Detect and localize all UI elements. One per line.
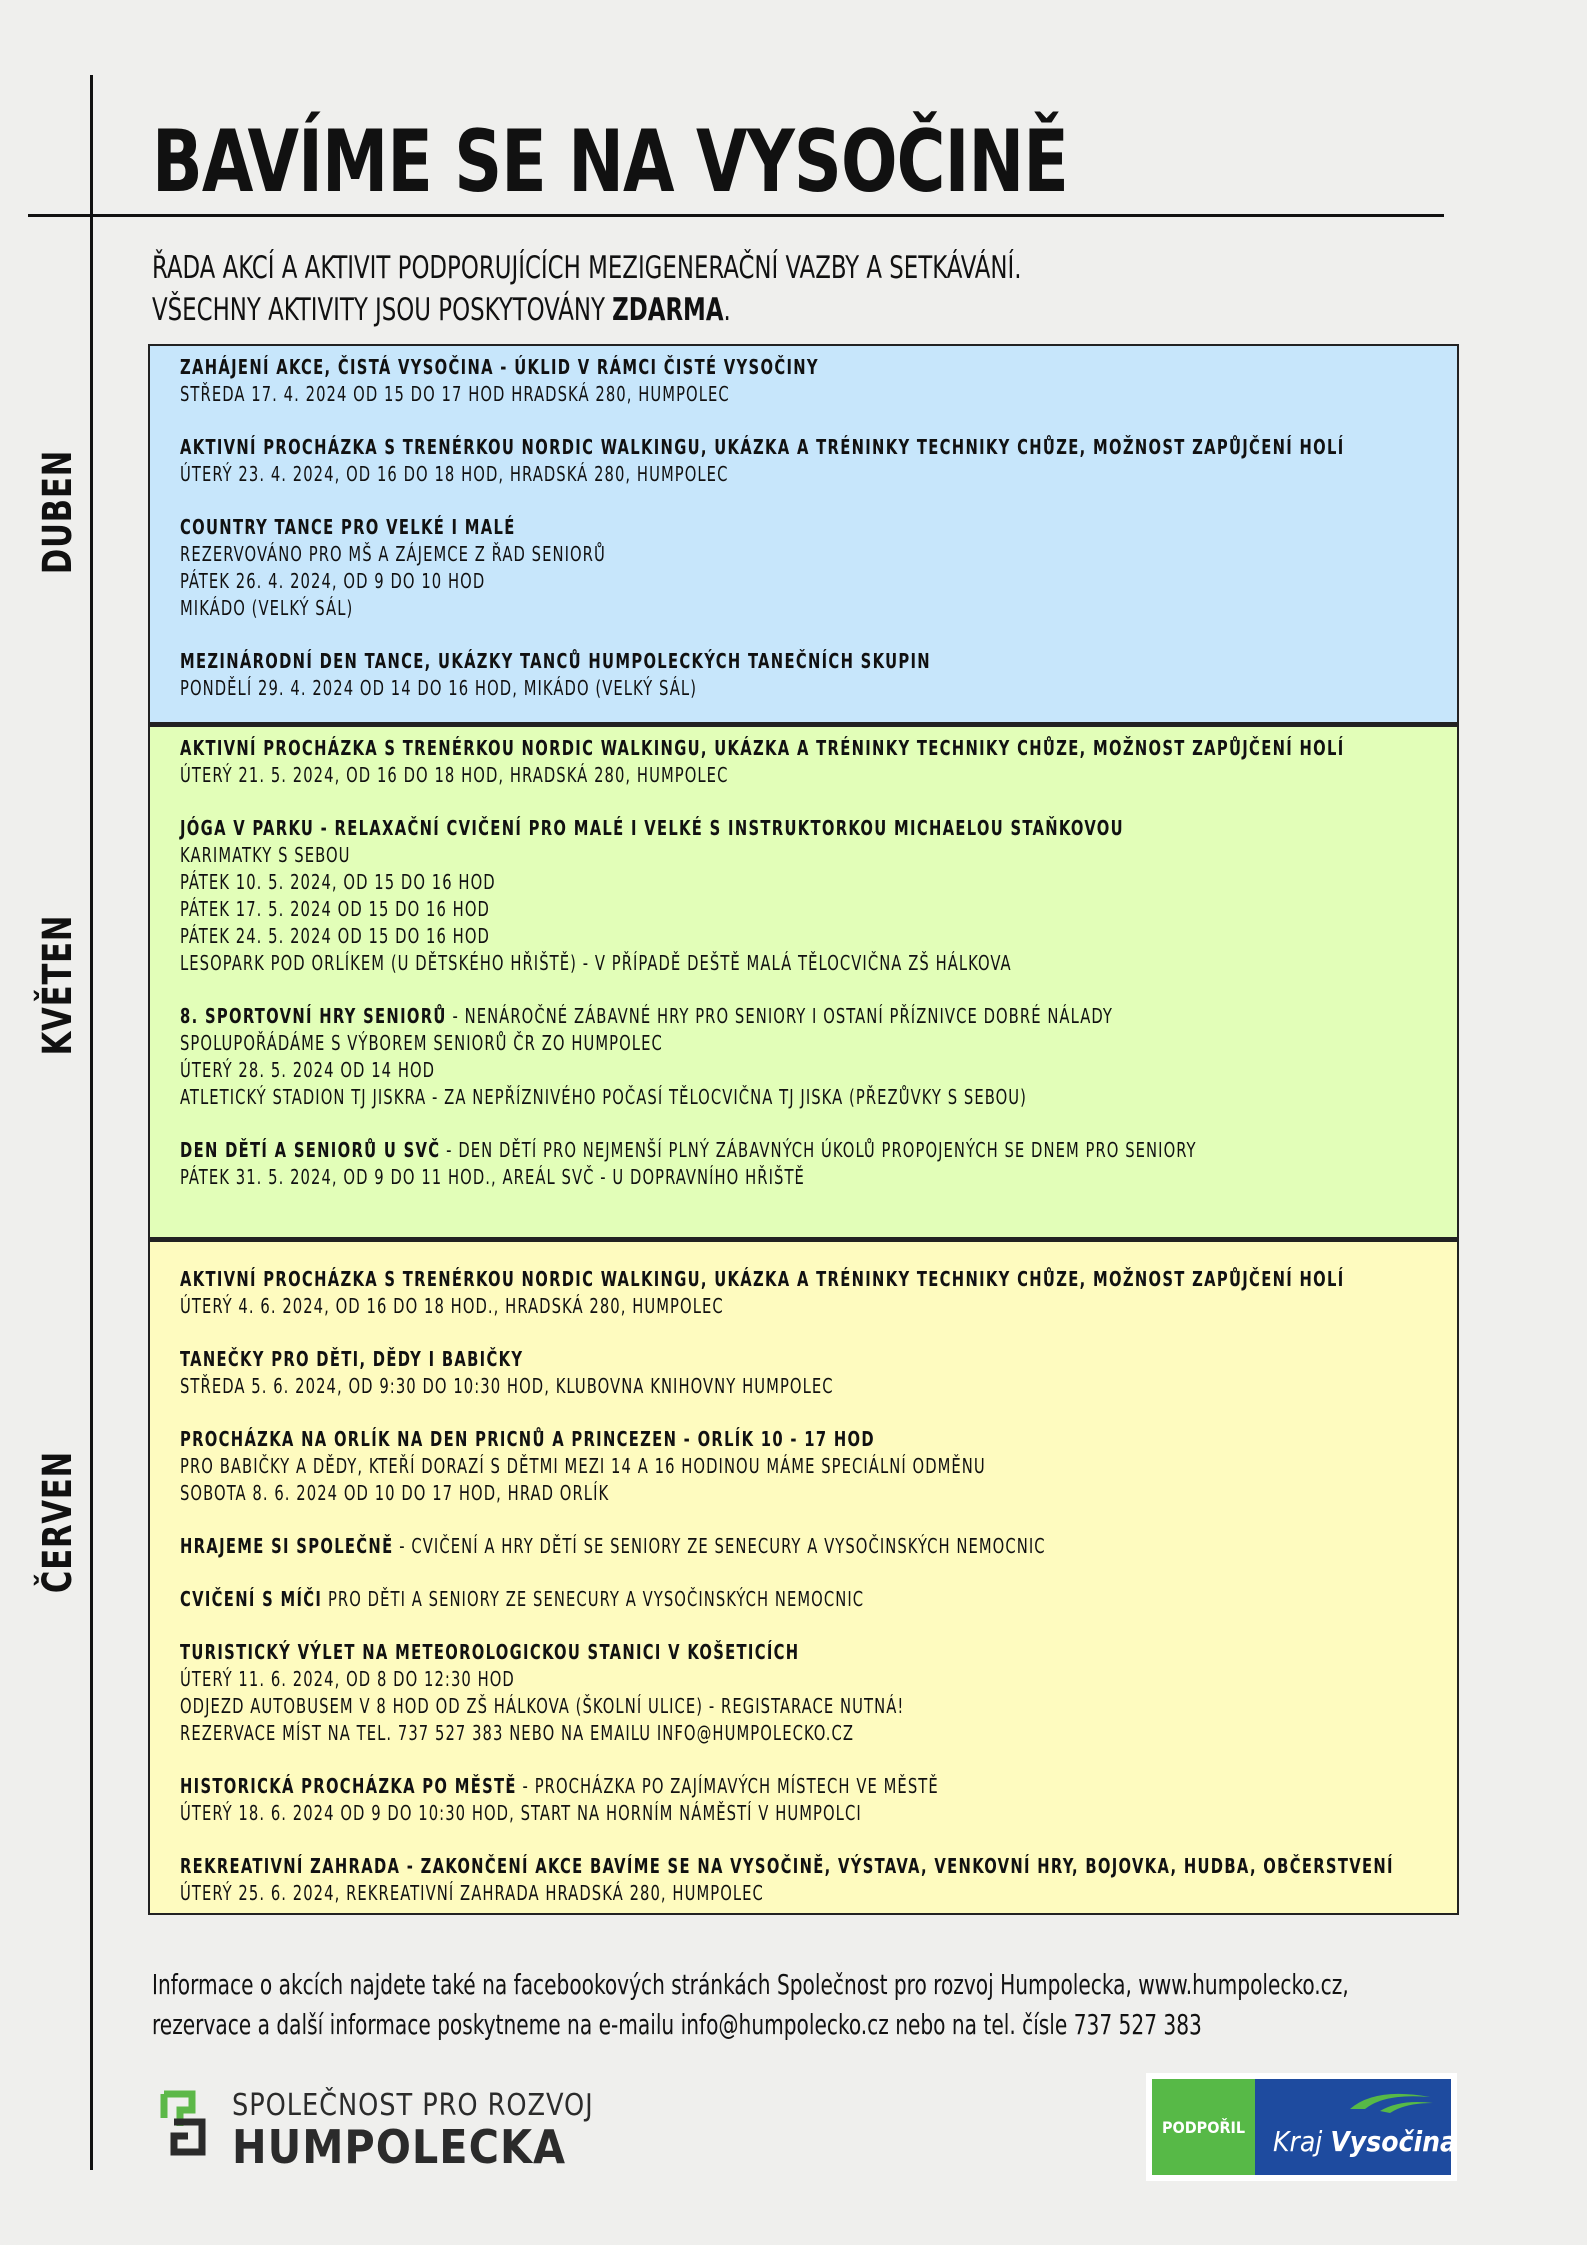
event-title: TANEČKY PRO DĚTI, DĚDY I BABIČKY: [180, 1347, 524, 1371]
event-detail: MIKÁDO (VELKÝ SÁL): [180, 596, 354, 620]
event-title: TURISTICKÝ VÝLET NA METEOROLOGICKOU STANICI V KOŠETICÍCH: [180, 1640, 800, 1664]
event-detail: STŘEDA 5. 6. 2024, OD 9:30 DO 10:30 HOD, KLUBOVNA KNIHOVNY HUMPOLEC: [180, 1374, 834, 1398]
month-label-kveten: KVĚTEN: [35, 914, 81, 1056]
event-item: [180, 648, 1457, 702]
sponsor-badge: [1146, 2073, 1457, 2181]
badge-kraj: Kraj: [1273, 2125, 1323, 2158]
event-title: ZAHÁJENÍ AKCE, ČISTÁ VYSOČINA - ÚKLID V RÁMCI ČISTÉ VYSOČINY: [180, 355, 819, 379]
month-label-duben: DUBEN: [35, 449, 81, 575]
event-item: [180, 434, 1457, 488]
event-item: [180, 1266, 1457, 1320]
event-title: REKREATIVNÍ ZAHRADA - ZAKONČENÍ AKCE BAVÍME SE NA VYSOČINĚ, VÝSTAVA, VENKOVNÍ HRY, BOJOVKA, HUDBA, OBČERSTVENÍ: [180, 1854, 1394, 1878]
subtitle-line-2: [152, 289, 1022, 331]
event-item: [180, 1346, 1457, 1400]
event-item: [180, 1533, 1457, 1560]
event-detail: ODJEZD AUTOBUSEM V 8 HOD OD ZŠ HÁLKOVA (ŠKOLNÍ ULICE) - REGISTARACE NUTNÁ!: [180, 1694, 905, 1718]
month-section-cerven: [148, 1239, 1459, 1915]
event-detail: REZERVACE MÍST NA TEL. 737 527 383 NEBO NA EMAILU INFO@HUMPOLECKO.CZ: [180, 1721, 855, 1745]
event-detail: PRO BABIČKY A DĚDY, KTEŘÍ DORAZÍ S DĚTMI MEZI 14 A 16 HODINOU MÁME SPECIÁLNÍ ODMĚNU: [180, 1454, 986, 1478]
event-title: [180, 1137, 1227, 1164]
event-title-description: - CVIČENÍ A HRY DĚTÍ SE SENIORY ZE SENECURY A VYSOČINSKÝCH NEMOCNIC: [393, 1534, 1046, 1558]
event-title-description: - NENÁROČNÉ ZÁBAVNÉ HRY PRO SENIORY I OSTANÍ PŘÍZNIVCE DOBRÉ NÁLADY: [446, 1004, 1114, 1028]
event-title: [180, 1003, 1227, 1030]
event-detail: REZERVOVÁNO PRO MŠ A ZÁJEMCE Z ŘAD SENIORŮ: [180, 542, 606, 566]
horizontal-rule: [28, 214, 1444, 217]
srh-logo-icon: [158, 2088, 218, 2160]
event-item: [180, 354, 1457, 408]
event-title: [180, 1773, 1227, 1800]
event-title: MEZINÁRODNÍ DEN TANCE, UKÁZKY TANCŮ HUMPOLECKÝCH TANEČNÍCH SKUPIN: [180, 649, 931, 673]
swoosh-icon: [1255, 2079, 1451, 2129]
event-title-bold: 8. SPORTOVNÍ HRY SENIORŮ: [180, 1004, 447, 1028]
event-title: COUNTRY TANCE PRO VELKÉ I MALÉ: [180, 515, 516, 539]
event-detail: PÁTEK 10. 5. 2024, OD 15 DO 16 HOD: [180, 870, 496, 894]
badge-region: [1255, 2079, 1458, 2175]
event-detail: KARIMATKY S SEBOU: [180, 843, 351, 867]
event-title-description: - DEN DĚTÍ PRO NEJMENŠÍ PLNÝ ZÁBAVNÝCH ÚKOLŮ PROPOJENÝCH SE DNEM PRO SENIORY: [440, 1138, 1197, 1162]
event-detail: PONDĚLÍ 29. 4. 2024 OD 14 DO 16 HOD, MIKÁDO (VELKÝ SÁL): [180, 676, 698, 700]
event-detail: SPOLUPOŘÁDÁME S VÝBOREM SENIORŮ ČR ZO HUMPOLEC: [180, 1031, 663, 1055]
event-detail: ÚTERÝ 4. 6. 2024, OD 16 DO 18 HOD., HRADSKÁ 280, HUMPOLEC: [180, 1294, 724, 1318]
event-item: [180, 735, 1457, 789]
month-label-cerven: ČERVEN: [35, 1450, 81, 1594]
event-item: [180, 1003, 1457, 1111]
event-title-bold: DEN DĚTÍ A SENIORŮ U SVČ: [180, 1138, 441, 1162]
event-detail: ÚTERÝ 25. 6. 2024, REKREATIVNÍ ZAHRADA HRADSKÁ 280, HUMPOLEC: [180, 1881, 764, 1905]
event-detail: PÁTEK 31. 5. 2024, OD 9 DO 11 HOD., AREÁL SVČ - U DOPRAVNÍHO HŘIŠTĚ: [180, 1165, 805, 1189]
event-detail: ÚTERÝ 23. 4. 2024, OD 16 DO 18 HOD, HRADSKÁ 280, HUMPOLEC: [180, 462, 729, 486]
organization-logo: [158, 2088, 658, 2174]
event-detail: PÁTEK 26. 4. 2024, OD 9 DO 10 HOD: [180, 569, 486, 593]
page-title: BAVÍME SE NA VYSOČINĚ: [152, 112, 1068, 212]
event-title-bold: CVIČENÍ S MÍČI: [180, 1587, 323, 1611]
badge-supported-by: PODPOŘIL: [1152, 2079, 1255, 2175]
subtitle-line-2-text: VŠECHNY AKTIVITY JSOU POSKYTOVÁNY: [152, 292, 613, 328]
footer-info: [152, 1965, 1349, 2045]
event-title: AKTIVNÍ PROCHÁZKA S TRENÉRKOU NORDIC WALKINGU, UKÁZKA A TRÉNINKY TECHNIKY CHŮZE, MOŽNOST ZAPŮJČENÍ HOLÍ: [180, 1267, 1345, 1291]
event-title: JÓGA V PARKU - RELAXAČNÍ CVIČENÍ PRO MALÉ I VELKÉ S INSTRUKTORKOU MICHAELOU STAŇKOVOU: [180, 816, 1124, 840]
subtitle-line-1: ŘADA AKCÍ A AKTIVIT PODPORUJÍCÍCH MEZIGENERAČNÍ VAZBY A SETKÁVÁNÍ.: [152, 250, 1022, 286]
subtitle-line-2-end: .: [723, 292, 731, 328]
event-detail: PÁTEK 24. 5. 2024 OD 15 DO 16 HOD: [180, 924, 490, 948]
event-title: AKTIVNÍ PROCHÁZKA S TRENÉRKOU NORDIC WALKINGU, UKÁZKA A TRÉNINKY TECHNIKY CHŮZE, MOŽNOST ZAPŮJČENÍ HOLÍ: [180, 736, 1345, 760]
event-title-description: - PROCHÁZKA PO ZAJÍMAVÝCH MÍSTECH VE MĚSTĚ: [516, 1774, 939, 1798]
logo-text-top: SPOLEČNOST PRO ROZVOJ: [232, 2088, 594, 2123]
event-detail: ÚTERÝ 18. 6. 2024 OD 9 DO 10:30 HOD, START NA HORNÍM NÁMĚSTÍ V HUMPOLCI: [180, 1801, 862, 1825]
event-title-description: PRO DĚTI A SENIORY ZE SENECURY A VYSOČINSKÝCH NEMOCNIC: [322, 1587, 865, 1611]
event-item: [180, 1853, 1457, 1907]
event-detail: LESOPARK POD ORLÍKEM (U DĚTSKÉHO HŘIŠTĚ) - V PŘÍPADĚ DEŠTĚ MALÁ TĚLOCVIČNA ZŠ HÁLKOVA: [180, 951, 1012, 975]
event-title: AKTIVNÍ PROCHÁZKA S TRENÉRKOU NORDIC WALKINGU, UKÁZKA A TRÉNINKY TECHNIKY CHŮZE, MOŽNOST ZAPŮJČENÍ HOLÍ: [180, 435, 1345, 459]
event-item: [180, 1773, 1457, 1827]
subtitle: [152, 247, 1022, 331]
badge-vysocina: Vysočina: [1330, 2125, 1458, 2158]
event-title: PROCHÁZKA NA ORLÍK NA DEN PRICNŮ A PRINCEZEN - ORLÍK 10 - 17 HOD: [180, 1427, 875, 1451]
event-item: [180, 1639, 1457, 1747]
month-section-kveten: [148, 724, 1459, 1239]
footer-line-1: Informace o akcích najdete také na facebookových stránkách Společnost pro rozvoj Humpolecka, www.humpolecko.cz,: [152, 1968, 1349, 2001]
footer-line-2: rezervace a další informace poskytneme na e-mailu info@humpolecko.cz nebo na tel. čísle 737 527 383: [152, 2008, 1202, 2041]
event-title-bold: HISTORICKÁ PROCHÁZKA PO MĚSTĚ: [180, 1774, 517, 1798]
event-detail: PÁTEK 17. 5. 2024 OD 15 DO 16 HOD: [180, 897, 490, 921]
event-item: [180, 1426, 1457, 1507]
event-detail: ÚTERÝ 21. 5. 2024, OD 16 DO 18 HOD, HRADSKÁ 280, HUMPOLEC: [180, 763, 729, 787]
event-item: [180, 1137, 1457, 1191]
badge-region-name: [1273, 2125, 1457, 2158]
subtitle-free-emphasis: ZDARMA: [612, 292, 724, 328]
event-item: [180, 815, 1457, 977]
event-item: [180, 514, 1457, 622]
event-title: [180, 1586, 1227, 1613]
event-detail: ÚTERÝ 11. 6. 2024, OD 8 DO 12:30 HOD: [180, 1667, 515, 1691]
logo-text-bottom: HUMPOLECKA: [232, 2120, 567, 2174]
month-section-duben: [148, 344, 1459, 724]
event-title-bold: HRAJEME SI SPOLEČNĚ: [180, 1534, 394, 1558]
event-title: [180, 1533, 1227, 1560]
event-item: [180, 1586, 1457, 1613]
event-detail: STŘEDA 17. 4. 2024 OD 15 DO 17 HOD HRADSKÁ 280, HUMPOLEC: [180, 382, 730, 406]
event-detail: SOBOTA 8. 6. 2024 OD 10 DO 17 HOD, HRAD ORLÍK: [180, 1481, 610, 1505]
vertical-rule: [90, 75, 93, 2170]
event-detail: ÚTERÝ 28. 5. 2024 OD 14 HOD: [180, 1058, 436, 1082]
event-detail: ATLETICKÝ STADION TJ JISKRA - ZA NEPŘÍZNIVÉHO POČASÍ TĚLOCVIČNA TJ JISKA (PŘEZŮVKY S SEBOU): [180, 1085, 1027, 1109]
